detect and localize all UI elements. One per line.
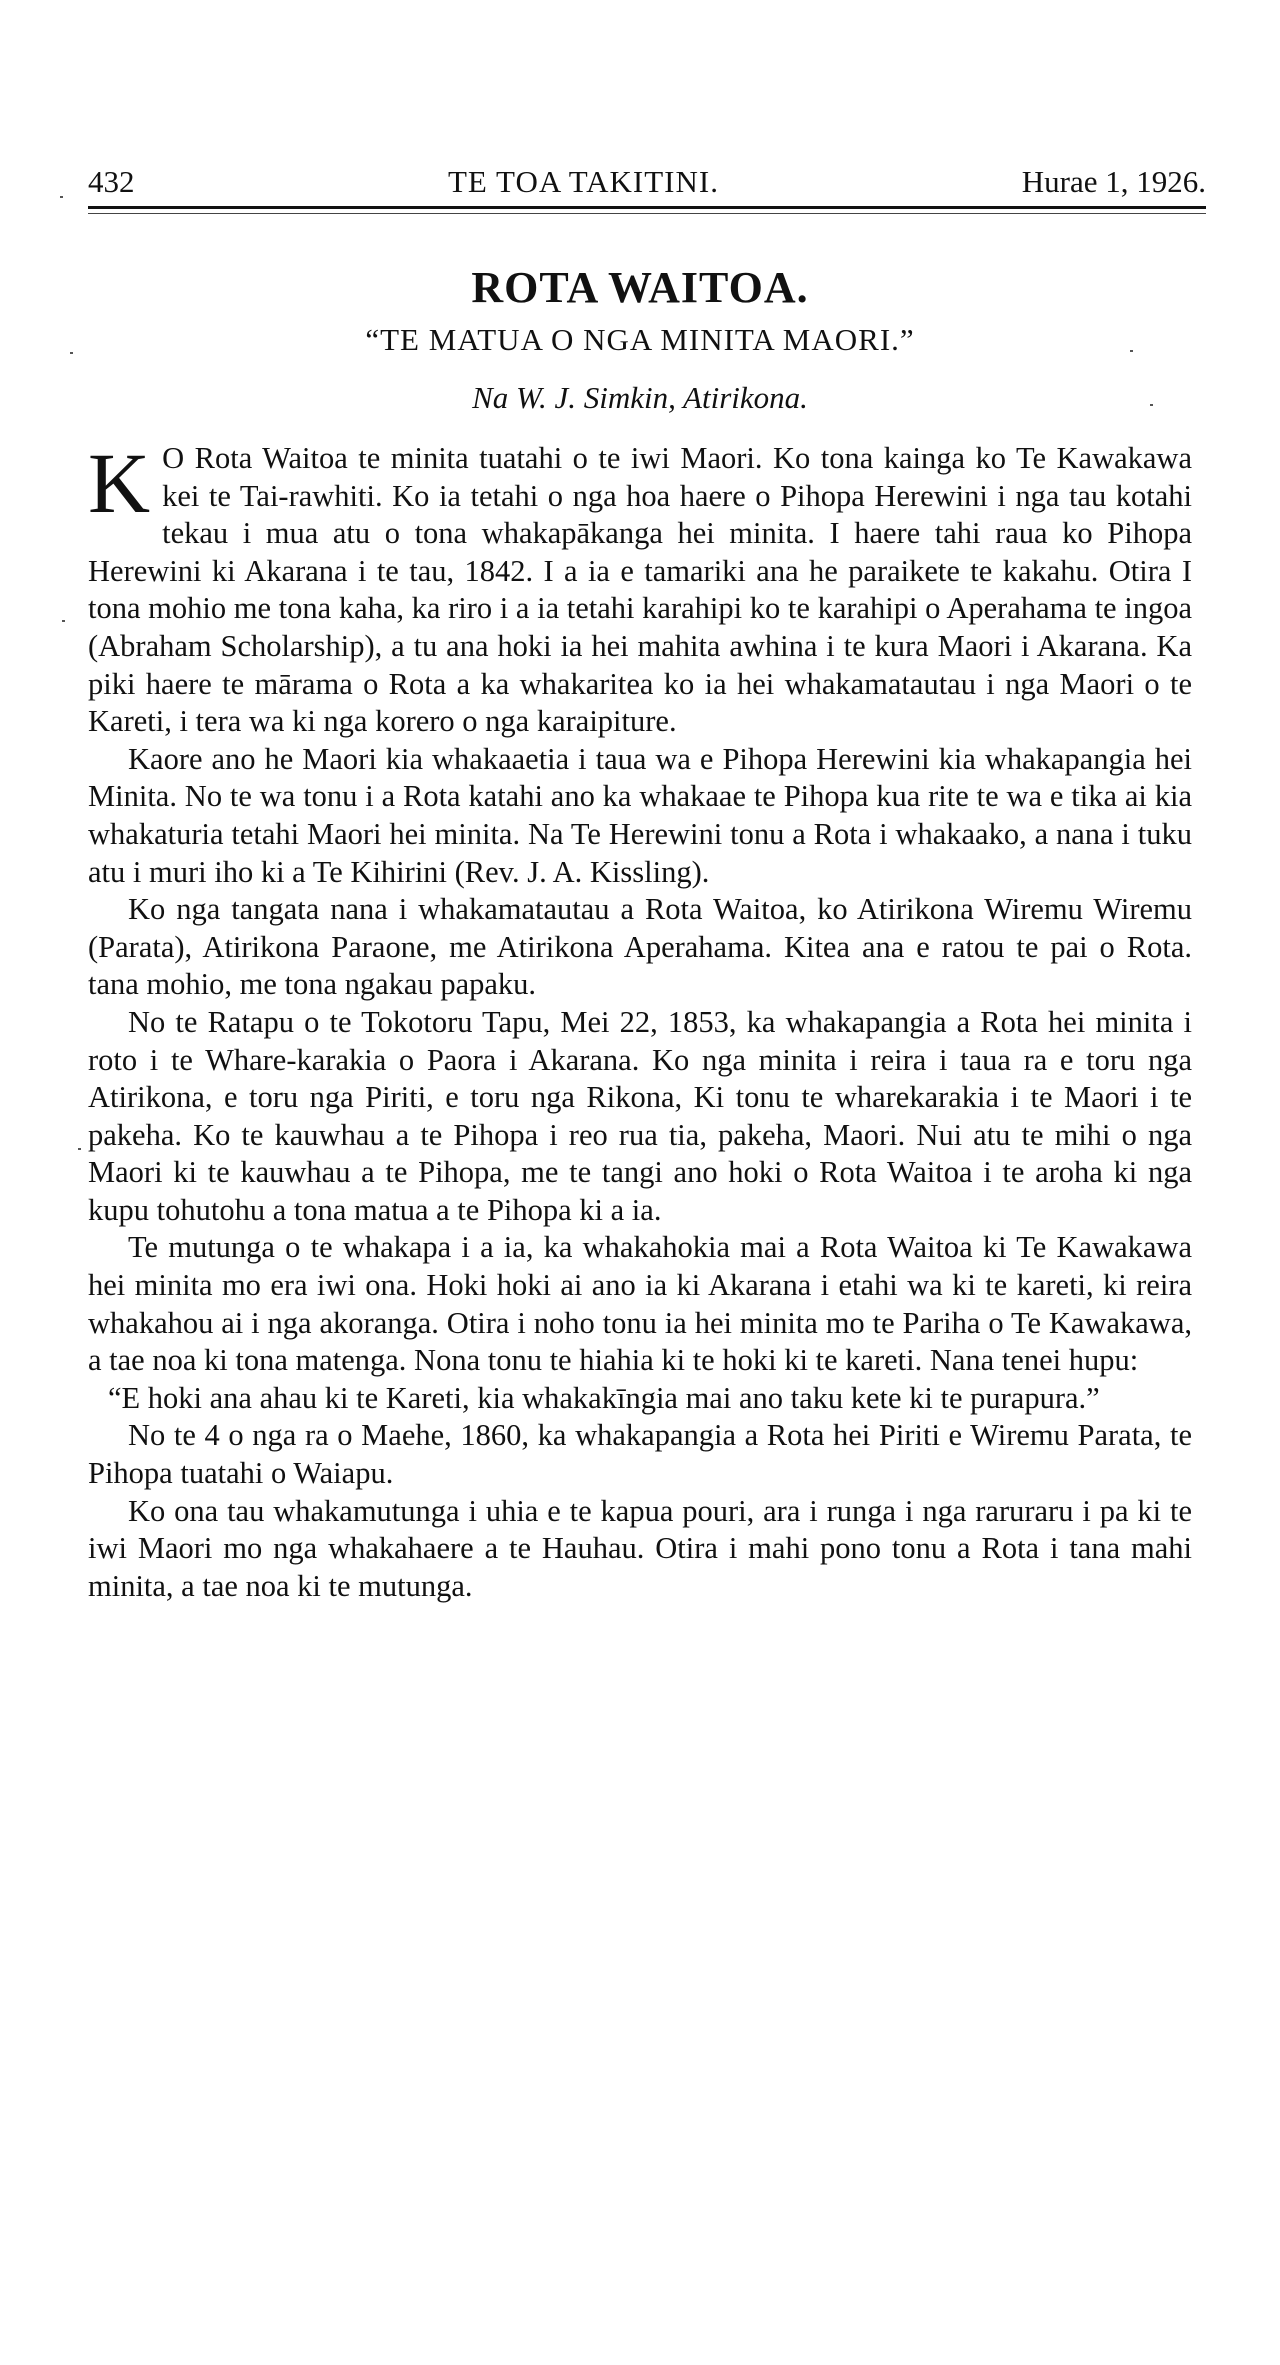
- scan-speck: [62, 620, 65, 622]
- paragraph-1: [88, 435, 1192, 741]
- page-number: 432: [88, 164, 135, 199]
- article-title: ROTA WAITOA.: [471, 263, 809, 312]
- paragraph-text: O Rota Waitoa te minita tuatahi o te iwi Maori. Ko tona kainga ko Te Kawakawa kei te Tai-rawhiti. Ko ia tetahi o nga hoa haere o Pihopa Herewini i nga tau kotahi tekau i mua atu o tona whakapākanga hei minita. I haere tahi raua ko Pihopa Herewini ki Akarana i te tau, 1842. I a ia e tamariki ana he paraikete te kakahu. Otira I tona mohio me tona kaha, ka riro i a ia tetahi karahipi ko te karahipi o Aperahama te ingoa (Abraham Scholarship), a tu ana hoki ia hei mahita awhina i te kura Maori i Akarana. Ka piki haere te mārama o Rota a ka whakaritea ko ia hei whakamatautau i nga Maori o te Kareti, i tera wa ki nga korero o nga karaipiture.: [88, 441, 1192, 739]
- running-head: [88, 164, 1206, 204]
- scan-speck: [1150, 404, 1153, 406]
- quote-paragraph: “E hoki ana ahau ki te Kareti, kia whakakīngia mai ano taku kete ki te purapura.”: [108, 1380, 1100, 1415]
- header-rule: [88, 206, 1206, 209]
- scan-speck: [60, 196, 63, 198]
- journal-name: TE TOA TAKITINI.: [448, 164, 719, 199]
- scan-speck: [70, 352, 73, 354]
- issue-date: Hurae 1, 1926.: [1021, 164, 1206, 199]
- drop-cap: K: [88, 435, 151, 531]
- scan-speck: [78, 1148, 81, 1150]
- byline: Na W. J. Simkin, Atirikona.: [472, 380, 808, 415]
- article-subtitle: “TE MATUA O NGA MINITA MAORI.”: [365, 322, 915, 357]
- paragraph-7: Ko ona tau whakamutunga i uhia e te kapua pouri, ara i runga i nga raruraru i pa ki te iwi Maori mo nga whakahaere a te Hauhau. Otira i mahi pono tonu a Rota i tana mahi minita, a tae noa ki te mutunga.: [88, 1493, 1192, 1603]
- paragraph-6: No te 4 o nga ra o Maehe, 1860, ka whakapangia a Rota hei Piriti e Wiremu Parata, te Pihopa tuatahi o Waiapu.: [88, 1418, 1192, 1491]
- paragraph-4: No te Ratapu o te Tokotoru Tapu, Mei 22, 1853, ka whakapangia a Rota hei minita i roto i te Whare-karakia o Paora i Akarana. Ko nga minita i reira i taua ra e toru nga Atirikona, e toru nga Piriti, e toru nga Rikona, Ki tonu te wharekarakia i te Maori i te pakeha. Ko te kauwhau a te Pihopa i reo rua tia, pakeha, Maori. Nui atu te mihi o nga Maori ki te kauwhau a te Pihopa, me te tangi ano hoki o Rota Waitoa i te aroha ki nga kupu tohutohu a tona matua a te Pihopa ki a ia.: [88, 1004, 1192, 1227]
- paragraph-5: Te mutunga o te whakapa i a ia, ka whakahokia mai a Rota Waitoa ki Te Kawakawa hei minita mo era iwi ona. Hoki hoki ai ano ia ki Akarana i etahi wa ki te kareti, ki reira whakahou ai i nga akoranga. Otira i noho tonu ia hei minita mo te Pariha o Te Kawakawa, a tae noa ki tona matenga. Nona tonu te hiahia ki te hoki ki te kareti. Nana tenei hupu:: [88, 1230, 1192, 1378]
- scan-speck: [1130, 350, 1133, 352]
- paragraph-2: Kaore ano he Maori kia whakaaetia i taua wa e Pihopa Herewini kia whakapangia hei Minita. No te wa tonu i a Rota katahi ano ka whakaae te Pihopa kua rite te wa e tika ai kia whakaturia tetahi Maori hei minita. Na Te Herewini tonu a Rota i whakaako, a nana i tuku atu i muri iho ki a Te Kihirini (Rev. J. A. Kissling).: [88, 741, 1192, 889]
- header-rule-thin: [88, 213, 1206, 214]
- paragraph-3: Ko nga tangata nana i whakamatautau a Rota Waitoa, ko Atirikona Wiremu Wiremu (Parata), Atirikona Paraone, me Atirikona Aperahama. Kitea ana e ratou te pai o Rota. tana mohio, me tona ngakau papaku.: [88, 892, 1192, 1002]
- article-body: [88, 435, 1192, 1605]
